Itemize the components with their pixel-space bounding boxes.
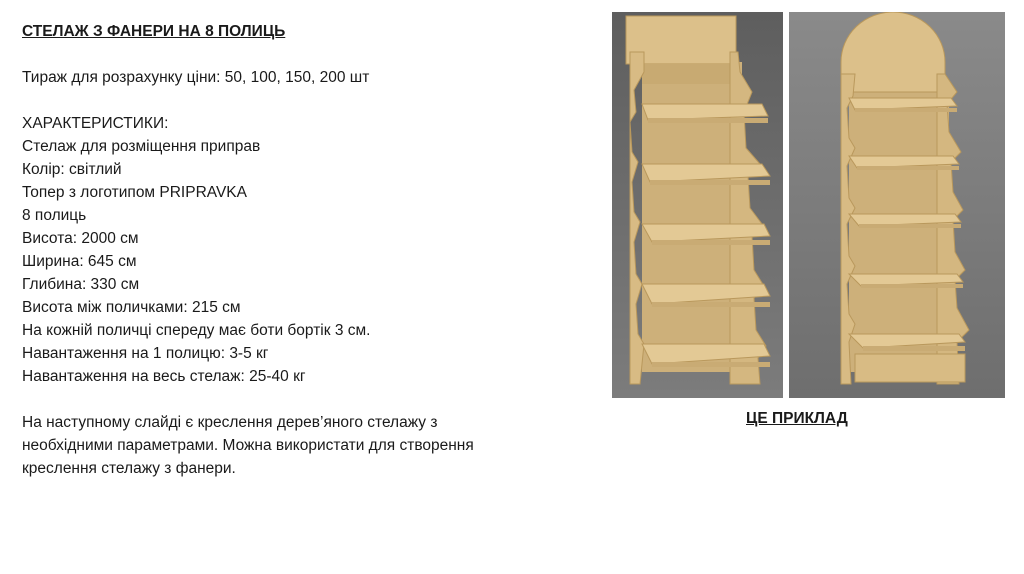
rack-photo-rectangular-top xyxy=(612,12,783,398)
characteristic-line: Колір: світлий xyxy=(22,161,122,178)
rack-illustration-rectangular xyxy=(612,12,783,398)
slide-title: СТЕЛАЖ З ФАНЕРИ НА 8 ПОЛИЦЬ xyxy=(22,23,286,40)
spec-text-block xyxy=(22,20,582,480)
rack-illustration-arched xyxy=(789,12,1005,398)
characteristic-line: Навантаження на весь стелаж: 25-40 кг xyxy=(22,368,306,385)
characteristic-line: 8 полиць xyxy=(22,207,87,224)
characteristic-line: Глибина: 330 см xyxy=(22,276,140,293)
characteristics-heading: ХАРАКТЕРИСТИКИ: xyxy=(22,115,169,132)
rack-photo-arched-top xyxy=(789,12,1005,398)
print-run-text: Тираж для розрахунку ціни: 50, 100, 150, 200 шт xyxy=(22,69,370,86)
characteristic-line: Топер з логотипом PRIPRAVKA xyxy=(22,184,247,201)
note-paragraph: На наступному слайді є креслення дерев’яного стелажу з необхідними параметрами. Можна використати для створення креслення стелажу з фанери. xyxy=(22,414,474,477)
characteristic-line: Висота: 2000 см xyxy=(22,230,139,247)
characteristic-line: Висота між поличками: 215 см xyxy=(22,299,241,316)
characteristic-line: На кожній поличці спереду має боти бортік 3 см. xyxy=(22,322,371,339)
characteristic-line: Стелаж для розміщення приправ xyxy=(22,138,261,155)
example-caption: ЦЕ ПРИКЛАД xyxy=(746,410,848,427)
characteristic-line: Ширина: 645 см xyxy=(22,253,137,270)
characteristic-line: Навантаження на 1 полицю: 3-5 кг xyxy=(22,345,269,362)
